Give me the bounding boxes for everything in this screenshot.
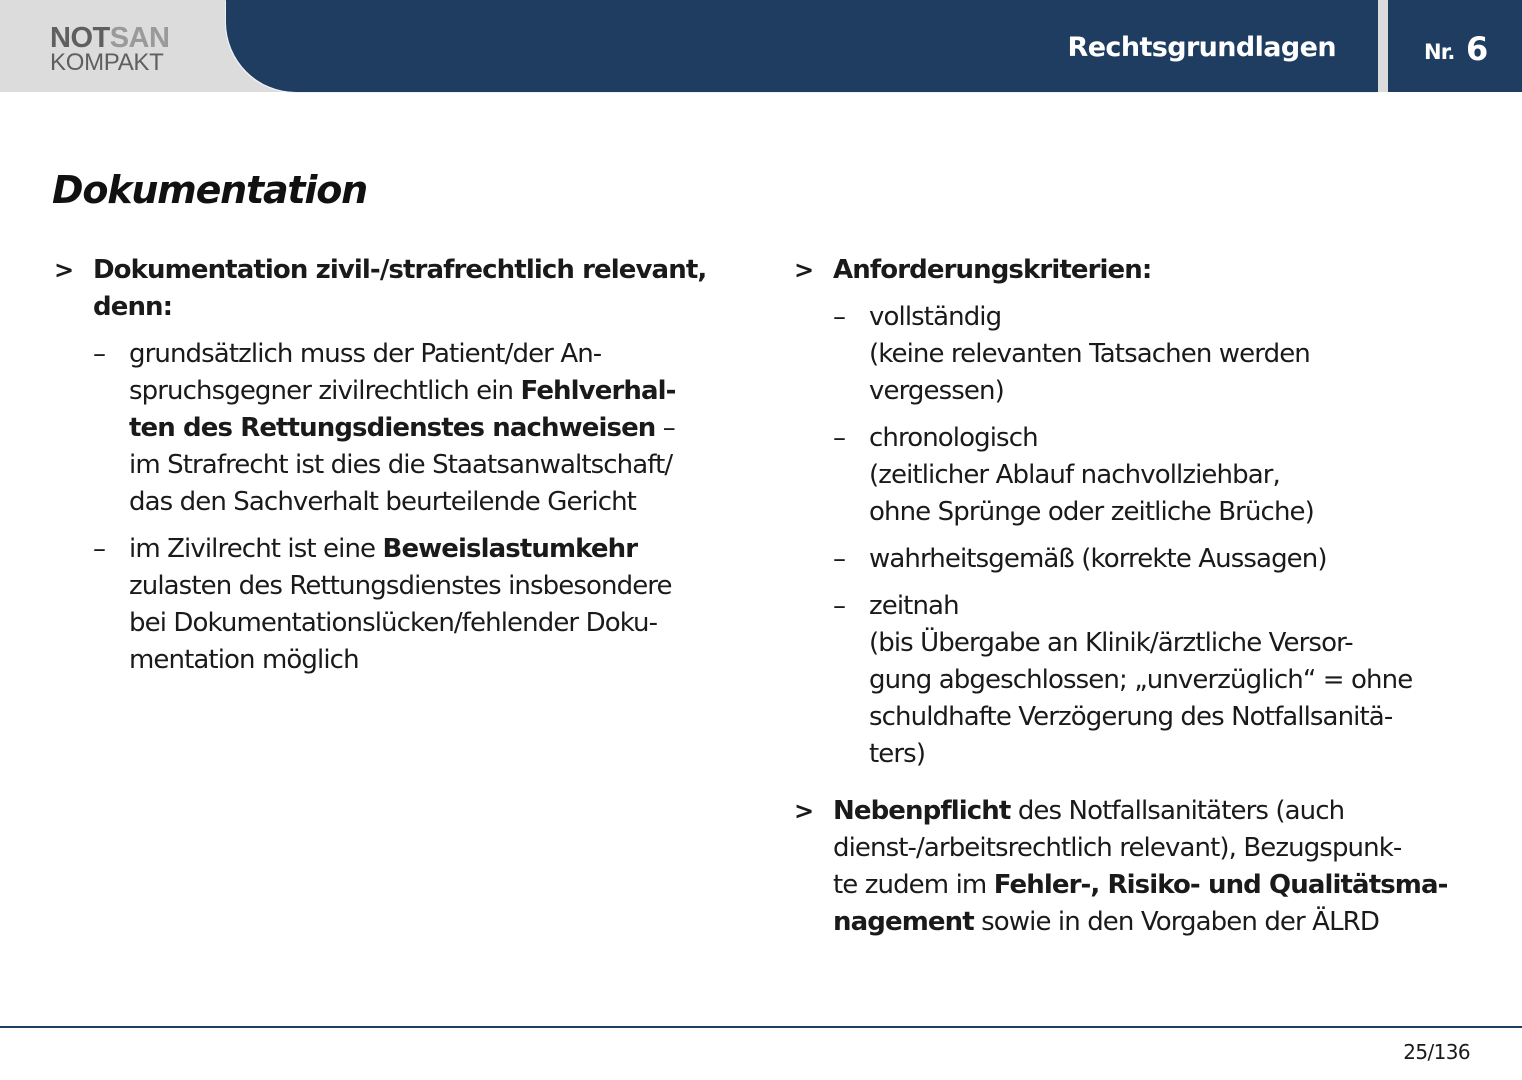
text-line — [129, 373, 742, 410]
bold-span: Nebenpflicht — [833, 796, 1011, 826]
text-span: des Notfallsanitäters (auch — [1010, 796, 1345, 826]
right-column — [792, 252, 1492, 950]
text-line: ohne Sprünge oder zeitliche Brüche) — [869, 497, 1314, 527]
chapter-number-box — [1388, 0, 1522, 92]
text-line: dienst-/arbeitsrechtlich relevant), Bezugspunk- — [833, 833, 1402, 863]
page-header — [0, 0, 1522, 92]
text-line — [833, 867, 1492, 904]
text-line: (zeitlicher Ablauf nachvollziehbar, — [869, 460, 1280, 490]
text-line: im Strafrecht ist dies die Staatsanwaltschaft/ — [129, 450, 673, 480]
text-line: vergessen) — [869, 376, 1004, 406]
chevron-right-icon: > — [794, 256, 814, 284]
text-line: ters) — [869, 739, 926, 769]
dash-marker: – — [93, 534, 106, 564]
text-line — [833, 793, 1492, 830]
bold-span: Fehler-, Risiko- und Qualitätsma- — [993, 870, 1448, 900]
bullet-heading-line: Anforderungskriterien: — [833, 255, 1152, 285]
text-line — [129, 410, 742, 447]
text-line: vollständig — [869, 302, 1002, 332]
text-line: schuldhafte Verzögerung des Notfallsanitä- — [869, 702, 1393, 732]
bold-span: Fehlverhal- — [520, 376, 676, 406]
text-span: – — [655, 413, 675, 443]
bold-span: Beweislastumkehr — [382, 534, 638, 564]
dash-marker: – — [833, 423, 846, 453]
bullet-heading-line: Dokumentation zivil-/strafrechtlich relevant, — [93, 255, 707, 285]
text-line — [129, 531, 742, 568]
text-line: zulasten des Rettungsdienstes insbesondere — [129, 571, 672, 601]
text-line: das den Sachverhalt beurteilende Gericht — [129, 487, 636, 517]
text-line: mentation möglich — [129, 645, 359, 675]
bold-span: ten des Rettungsdienstes nachweisen — [129, 413, 656, 443]
sub-item-nachweis — [93, 336, 742, 521]
bullet-heading-line: denn: — [93, 292, 173, 322]
sub-item-zeitnah — [833, 588, 1492, 773]
logo-wordmark-top — [50, 22, 170, 54]
bullet-nebenpflicht — [792, 793, 1492, 941]
text-line: gung abgeschlossen; „unverzüglich“ = ohne — [869, 665, 1413, 695]
logo-san: SAN — [109, 22, 170, 54]
text-line: (keine relevanten Tatsachen werden — [869, 339, 1310, 369]
bold-span: nagement — [833, 907, 974, 937]
text-span: spruchsgegner zivilrechtlich ein — [129, 376, 521, 406]
text-line: (bis Übergabe an Klinik/ärztliche Versor- — [869, 628, 1353, 658]
text-line: bei Dokumentationslücken/fehlender Doku- — [129, 608, 658, 638]
sub-item-vollstaendig — [833, 299, 1492, 410]
sub-item-wahrheitsgemaess — [833, 541, 1492, 578]
logo-not: NOT — [50, 22, 110, 54]
page-title: Dokumentation — [52, 168, 367, 212]
text-span: sowie in den Vorgaben der ÄLRD — [973, 907, 1379, 937]
page-number: 25/136 — [1403, 1040, 1470, 1064]
left-column — [52, 252, 742, 688]
sub-item-beweislastumkehr — [93, 531, 742, 679]
logo-wordmark-bottom: KOMPAKT — [50, 49, 164, 76]
dash-marker: – — [93, 339, 106, 369]
sub-item-chronologisch — [833, 420, 1492, 531]
chevron-right-icon: > — [794, 797, 814, 825]
chapter-number-label: Nr. — [1424, 40, 1455, 64]
bullet-dokumentation-relevant — [52, 252, 742, 679]
chapter-title: Rechtsgrundlagen — [1067, 32, 1336, 63]
dash-marker: – — [833, 591, 846, 621]
text-line — [833, 904, 1492, 941]
text-span: te zudem im — [833, 870, 994, 900]
text-line: grundsätzlich muss der Patient/der An- — [129, 339, 602, 369]
notsan-kompakt-logo — [50, 24, 169, 75]
dash-marker: – — [833, 302, 846, 332]
text-line: zeitnah — [869, 591, 959, 621]
dash-marker: – — [833, 544, 846, 574]
chapter-number-value: 6 — [1466, 30, 1489, 68]
text-line: wahrheitsgemäß (korrekte Aussagen) — [869, 544, 1327, 574]
text-span: im Zivilrecht ist eine — [129, 534, 383, 564]
bullet-anforderungskriterien — [792, 252, 1492, 773]
chevron-right-icon: > — [54, 256, 74, 284]
footer-rule — [0, 1026, 1522, 1028]
text-line: chronologisch — [869, 423, 1038, 453]
header-divider — [1378, 0, 1388, 92]
chapter-band — [226, 0, 1378, 92]
